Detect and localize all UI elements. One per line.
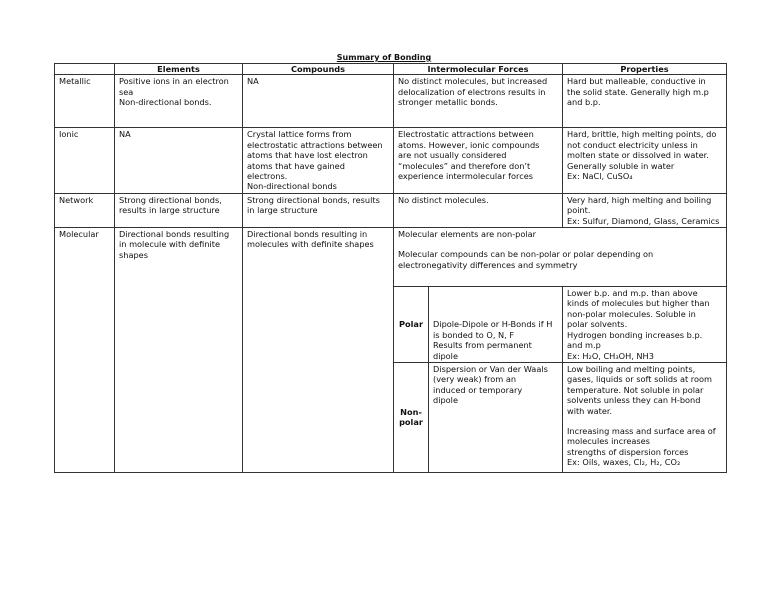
row-ionic xyxy=(55,128,727,193)
network-properties xyxy=(563,193,727,227)
text-line: Crystal lattice forms from xyxy=(247,129,352,140)
text-line: atoms that have gained xyxy=(247,160,345,171)
metallic-elements xyxy=(115,75,243,128)
text-line: the solid state. Generally high m.p xyxy=(567,86,709,97)
row-label-network: Network xyxy=(55,193,115,227)
text-line: atoms that have lost electron xyxy=(247,150,368,161)
polar-imf xyxy=(429,287,563,363)
blank-line xyxy=(398,239,722,249)
header-properties: Properties xyxy=(563,64,727,75)
text-line: experience intermolecular forces xyxy=(398,171,534,182)
text-line: Molecular elements are non-polar xyxy=(398,229,537,240)
text-line: and m.p xyxy=(567,340,601,351)
text-line: gases, liquids or soft solids at room xyxy=(567,374,712,385)
text-line: in large structure xyxy=(247,205,318,216)
text-line: “molecules” and therefore don’t xyxy=(398,160,531,171)
text-line: Lower b.p. and m.p. than above xyxy=(567,288,698,299)
bonding-summary-table xyxy=(54,63,727,473)
polar-label: Polar xyxy=(394,287,429,363)
text-line: Very hard, high melting and boiling xyxy=(567,194,712,205)
row-molecular xyxy=(55,228,727,287)
ionic-elements xyxy=(115,128,243,193)
text-line: results in large structure xyxy=(119,205,220,216)
text-line: No distinct molecules. xyxy=(398,194,489,205)
nonpolar-label xyxy=(394,362,429,472)
text-line: Low boiling and melting points, xyxy=(567,363,696,374)
text-line: not conduct electricity unless in xyxy=(567,139,698,150)
text-line: Electrostatic attractions between xyxy=(398,129,534,140)
blank-line xyxy=(567,416,722,426)
text-line: polar xyxy=(399,417,423,428)
nonpolar-imf xyxy=(429,362,563,472)
header-blank xyxy=(55,64,115,75)
text-line: molecules with definite shapes xyxy=(247,239,374,250)
text-line: dipole xyxy=(433,395,458,406)
header-intermolecular-forces: Intermolecular Forces xyxy=(394,64,563,75)
text-line: Hydrogen bonding increases b.p. xyxy=(567,329,703,340)
text-line: No distinct molecules, but increased xyxy=(398,76,548,87)
text-line: Results from permanent xyxy=(433,340,532,351)
row-label-molecular: Molecular xyxy=(55,228,115,473)
network-compounds xyxy=(243,193,394,227)
text-line: non-polar molecules. Soluble in xyxy=(567,308,696,319)
text-line: Strong directional bonds, results xyxy=(247,194,380,205)
page-title: Summary of Bonding xyxy=(336,53,432,62)
text-line: Non- xyxy=(400,407,422,417)
text-line: electrostatic attractions between xyxy=(247,139,383,150)
text-line: Ex: NaCl, CuSO₄ xyxy=(567,171,633,182)
network-elements xyxy=(115,193,243,227)
text-line: Non-directional bonds. xyxy=(119,97,212,108)
text-line: atoms. However, ionic compounds xyxy=(398,139,540,150)
metallic-imf xyxy=(394,75,563,128)
text-line: Dipole-Dipole or H-Bonds if H xyxy=(433,319,553,330)
ionic-imf xyxy=(394,128,563,193)
text-line: Generally soluble in water xyxy=(567,160,675,171)
molecular-compounds xyxy=(243,228,394,473)
text-line: and b.p. xyxy=(567,97,601,108)
ionic-properties xyxy=(563,128,727,193)
text-line: sea xyxy=(119,86,134,97)
row-metallic xyxy=(55,75,727,128)
text-line: electronegativity differences and symmetry xyxy=(398,259,578,270)
text-line: NA xyxy=(247,76,259,87)
molecular-elements xyxy=(115,228,243,473)
text-line: dipole xyxy=(433,350,458,361)
header-elements: Elements xyxy=(115,64,243,75)
row-label-ionic: Ionic xyxy=(55,128,115,193)
text-line: Increasing mass and surface area of xyxy=(567,425,716,436)
text-line: Ex: Sulfur, Diamond, Glass, Ceramics xyxy=(567,215,720,226)
text-line: Hard, brittle, high melting points, do xyxy=(567,129,717,140)
text-line: Molecular compounds can be non-polar or polar depending on xyxy=(398,249,654,260)
text-line: temperature. Not soluble in polar xyxy=(567,384,704,395)
text-line: Ex: H₂O, CH₃OH, NH3 xyxy=(567,350,654,361)
text-line: Non-directional bonds xyxy=(247,181,337,192)
text-line: molten state or dissolved in water. xyxy=(567,150,709,161)
text-line: Dispersion or Van der Waals xyxy=(433,363,548,374)
text-line: Positive ions in an electron xyxy=(119,76,229,87)
text-line: Hard but malleable, conductive in xyxy=(567,76,706,87)
text-line: electrons. xyxy=(247,171,288,182)
network-imf xyxy=(394,193,563,227)
text-line: molecules increases xyxy=(567,436,650,447)
text-line: stronger metallic bonds. xyxy=(398,97,498,108)
header-row xyxy=(55,64,727,75)
text-line: Directional bonds resulting xyxy=(119,229,230,240)
nonpolar-properties xyxy=(563,362,727,472)
molecular-summary xyxy=(394,228,727,287)
text-line: NA xyxy=(119,129,131,140)
text-line: kinds of molecules but higher than xyxy=(567,298,710,309)
text-line: Ex: Oils, waxes, Cl₂, H₂, CO₂ xyxy=(567,457,681,468)
text-line: shapes xyxy=(119,249,148,260)
metallic-properties xyxy=(563,75,727,128)
row-label-metallic: Metallic xyxy=(55,75,115,128)
text-line: Directional bonds resulting in xyxy=(247,229,368,240)
text-line: are not usually considered xyxy=(398,150,507,161)
text-line: strengths of dispersion forces xyxy=(567,446,689,457)
text-line: is bonded to O, N, F xyxy=(433,329,515,340)
header-compounds: Compounds xyxy=(243,64,394,75)
text-line: induced or temporary xyxy=(433,384,523,395)
text-line: point. xyxy=(567,205,591,216)
text-line: polar solvents. xyxy=(567,319,628,330)
text-line: in molecule with definite xyxy=(119,239,221,250)
text-line: solvents unless they can H-bond xyxy=(567,395,701,406)
polar-properties xyxy=(563,287,727,363)
text-line: Strong directional bonds, xyxy=(119,194,222,205)
row-network xyxy=(55,193,727,227)
text-line: (very weak) from an xyxy=(433,374,517,385)
ionic-compounds xyxy=(243,128,394,193)
metallic-compounds xyxy=(243,75,394,128)
text-line: delocalization of electrons results in xyxy=(398,86,546,97)
text-line: with water. xyxy=(567,405,613,416)
